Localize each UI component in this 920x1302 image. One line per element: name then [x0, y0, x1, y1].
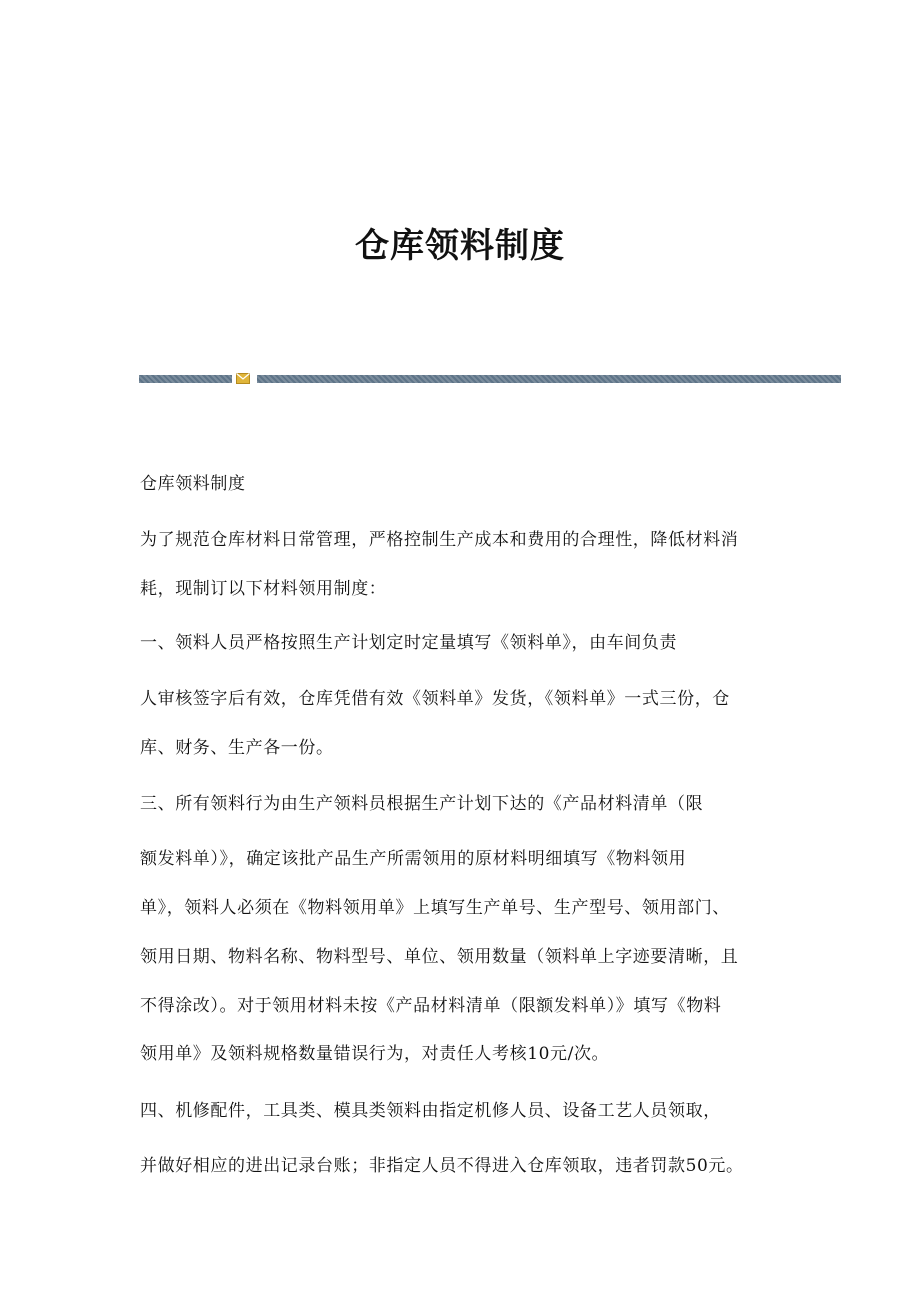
body-line: 并做好相应的进出记录台账；非指定人员不得进入仓库领取，违者罚款50元。 [140, 1156, 744, 1176]
body-line: 单》，领料人必须在《物料领用单》上填写生产单号、生产型号、领用部门、 [140, 898, 730, 918]
divider-bar-left [139, 375, 232, 383]
body-line: 不得涂改）。对于领用材料未按《产品材料清单（限额发料单）》填写《物料 [140, 996, 722, 1016]
body-line: 三、所有领料行为由生产领料员根据生产计划下达的《产品材料清单（限 [140, 794, 704, 814]
body-line: 额发料单）》，确定该批产品生产所需领用的原材料明细填写《物料领用 [140, 849, 687, 869]
body-line: 领用单》及领料规格数量错误行为，对责任人考核10元/次。 [140, 1044, 610, 1064]
body-line: 一、领料人员严格按照生产计划定时定量填写《领料单》，由车间负责 [140, 633, 678, 653]
body-line: 仓库领料制度 [140, 474, 246, 494]
title-divider [139, 371, 841, 387]
body-line: 库、财务、生产各一份。 [140, 738, 334, 758]
envelope-icon [236, 373, 250, 384]
body-line: 人审核签字后有效，仓库凭借有效《领料单》发货，《领料单》一式三份，仓 [140, 689, 730, 709]
body-line: 为了规范仓库材料日常管理，严格控制生产成本和费用的合理性，降低材料消 [140, 530, 739, 550]
body-line: 耗，现制订以下材料领用制度： [140, 579, 387, 599]
body-line: 领用日期、物料名称、物料型号、单位、领用数量（领料单上字迹要清晰，且 [140, 947, 739, 967]
body-line: 四、机修配件，工具类、模具类领料由指定机修人员、设备工艺人员领取， [140, 1101, 721, 1121]
divider-bar-right [257, 375, 841, 383]
document-title: 仓库领料制度 [355, 226, 565, 266]
